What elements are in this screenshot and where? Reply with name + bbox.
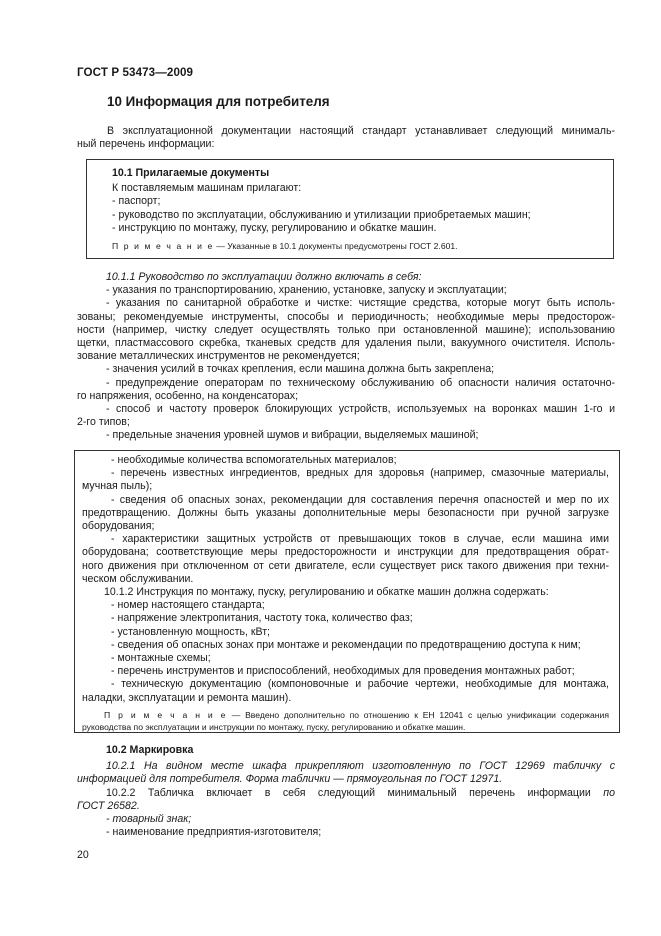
list-item: - напряжение электропитания, частоту тока, количество фаз; <box>111 612 413 625</box>
paragraph-line: оборудования; <box>82 520 155 533</box>
paragraph-line <box>77 787 615 800</box>
attached-documents-title: 10.1 Прилагаемые документы <box>112 167 270 179</box>
paragraph-line: 2-го типов; <box>77 416 130 429</box>
list-item: - паспорт; <box>112 195 161 208</box>
subsection-title: 10.1.2 Инструкция по монтажу, пуску, регулированию и обкатке машин должна содержать: <box>104 586 549 599</box>
list-item: - необходимые количества вспомогательных материалов; <box>111 454 397 466</box>
list-item: - наименование предприятия-изготовителя; <box>106 826 322 839</box>
list-item: - перечень инструментов и приспособлений, необходимых для проведения монтажных работ; <box>111 665 575 678</box>
section-title: 10 Информация для потребителя <box>107 94 330 109</box>
note-text: — Введено дополнительно по отношению к ЕН 12041 с целью унификации содержания <box>227 709 609 720</box>
standard-code: ГОСТ Р 53473—2009 <box>77 66 194 79</box>
list-item: - монтажные схемы; <box>111 652 211 665</box>
list-item: - способ и частоту проверок блокирующих устройств, используемых на воронках машин 1-го и <box>106 403 615 416</box>
list-item: - перечень известных ингредиентов, вредных для здоровья (например, смазочные материалы, <box>111 467 609 480</box>
paragraph-text-italic: по <box>603 786 615 799</box>
paragraph-line: предотвращению. Должны быть указаны дополнительные меры безопасности при ручной загрузке <box>82 506 609 519</box>
attached-documents-content <box>112 167 602 253</box>
list-item: - инструкцию по монтажу, пуску, регулированию и обкатке машин. <box>112 221 437 234</box>
list-item: - характеристики защитных устройств от превышающих токов в случае, если машина ими <box>111 533 609 546</box>
list-item: - номер настоящего стандарта; <box>111 599 265 612</box>
note-text: — Указанные в 10.1 документы предусмотрены ГОСТ 2.601. <box>213 241 458 252</box>
marking-section <box>77 744 615 839</box>
paragraph-line: зованы; рекомендуемые инструменты, способы и периодичность; необходимые меры предосторож- <box>77 310 615 323</box>
list-item: - предупреждение операторам по техническому обслуживанию об опасности наличия остаточно- <box>106 376 615 389</box>
amendment-content <box>82 454 609 734</box>
paragraph-text: 10.2.2 Табличка включает в себя следующий минимальный перечень информации <box>106 786 604 799</box>
attached-documents-lead: К поставляемым машинам прилагают: <box>112 182 302 195</box>
note-label: П р и м е ч а н и е <box>112 241 214 252</box>
list-item: - указания по транспортированию, хранению, установке, запуску и эксплуатации; <box>106 284 507 297</box>
attached-documents-note <box>112 240 602 253</box>
paragraph-line: щетки, пластмассового скребка, тканевых средств для удаления пыли, вакуумного очистителя. Исполь- <box>77 337 615 350</box>
intro-paragraph <box>77 125 615 151</box>
page-number: 20 <box>77 849 89 861</box>
intro-line-2: ный перечень информации: <box>77 138 215 151</box>
list-item: - значения усилий в точках крепления, если машина должна быть закреплена; <box>106 363 495 376</box>
paragraph-line: информацией для потребителя. Форма таблички — прямоугольная по ГОСТ 12971. <box>77 773 503 786</box>
paragraph-line: го напряжения, особенно, на конденсаторах; <box>77 389 299 402</box>
list-item: - техническую документацию (компоновочные и рабочие чертежи, необходимые для монтажа, <box>111 678 609 691</box>
paragraph-line: ного движения при отключенном от сети двигателе, если существует риск такого движения при техни- <box>82 559 609 572</box>
list-item: - сведения об опасных зонах при монтаже и рекомендации по предотвращению доступа к ним; <box>111 638 581 651</box>
list-item: - руководство по эксплуатации, обслуживанию и утилизации приобретаемых машин; <box>112 208 531 221</box>
note-label: П р и м е ч а н и е <box>104 709 228 720</box>
list-item: - предельные значения уровней шумов и вибрации, выделяемых машиной; <box>106 429 479 442</box>
paragraph-line: ГОСТ 26582. <box>77 799 140 812</box>
subsection-title: 10.1.1 Руководство по эксплуатации должно включать в себя: <box>106 271 422 283</box>
list-item: - указания по санитарной обработке и чистке: чистящие средства, которые могут быть исполь- <box>106 297 615 310</box>
paragraph-line: мучная пыль); <box>82 480 153 493</box>
paragraph-line: ности (например, чистку следует осуществлять только при остановленной машине); использованию <box>77 323 615 336</box>
paragraph-line: зование металлических инструментов не рекомендуется; <box>77 350 360 363</box>
manual-contents-section <box>77 271 615 443</box>
paragraph-line: наладки, эксплуатации и ремонта машин). <box>82 691 292 704</box>
list-item: - сведения об опасных зонах, рекомендации для составления перечня опасностей и мер по их <box>111 493 609 506</box>
intro-line-1: В эксплуатационной документации настоящий стандарт устанавливает следующий минималь- <box>107 125 615 137</box>
amendment-note-line-2: руководства по эксплуатации и инструкции по монтажу, пуску, регулированию и обкатке машин. <box>82 722 466 733</box>
list-item: - установленную мощность, кВт; <box>111 625 270 638</box>
amendment-note <box>82 709 609 722</box>
paragraph-line: 10.2.1 На видном месте шкафа прикрепляют изготовленную по ГОСТ 12969 табличку с <box>106 760 615 773</box>
marking-title: 10.2 Маркировка <box>106 744 194 756</box>
list-item: - товарный знак; <box>106 813 192 826</box>
paragraph-line: ческом обслуживании. <box>82 572 194 585</box>
paragraph-line: оборудована; соответствующие меры предосторожности и инструкции для предотвращения обрат- <box>82 546 609 559</box>
